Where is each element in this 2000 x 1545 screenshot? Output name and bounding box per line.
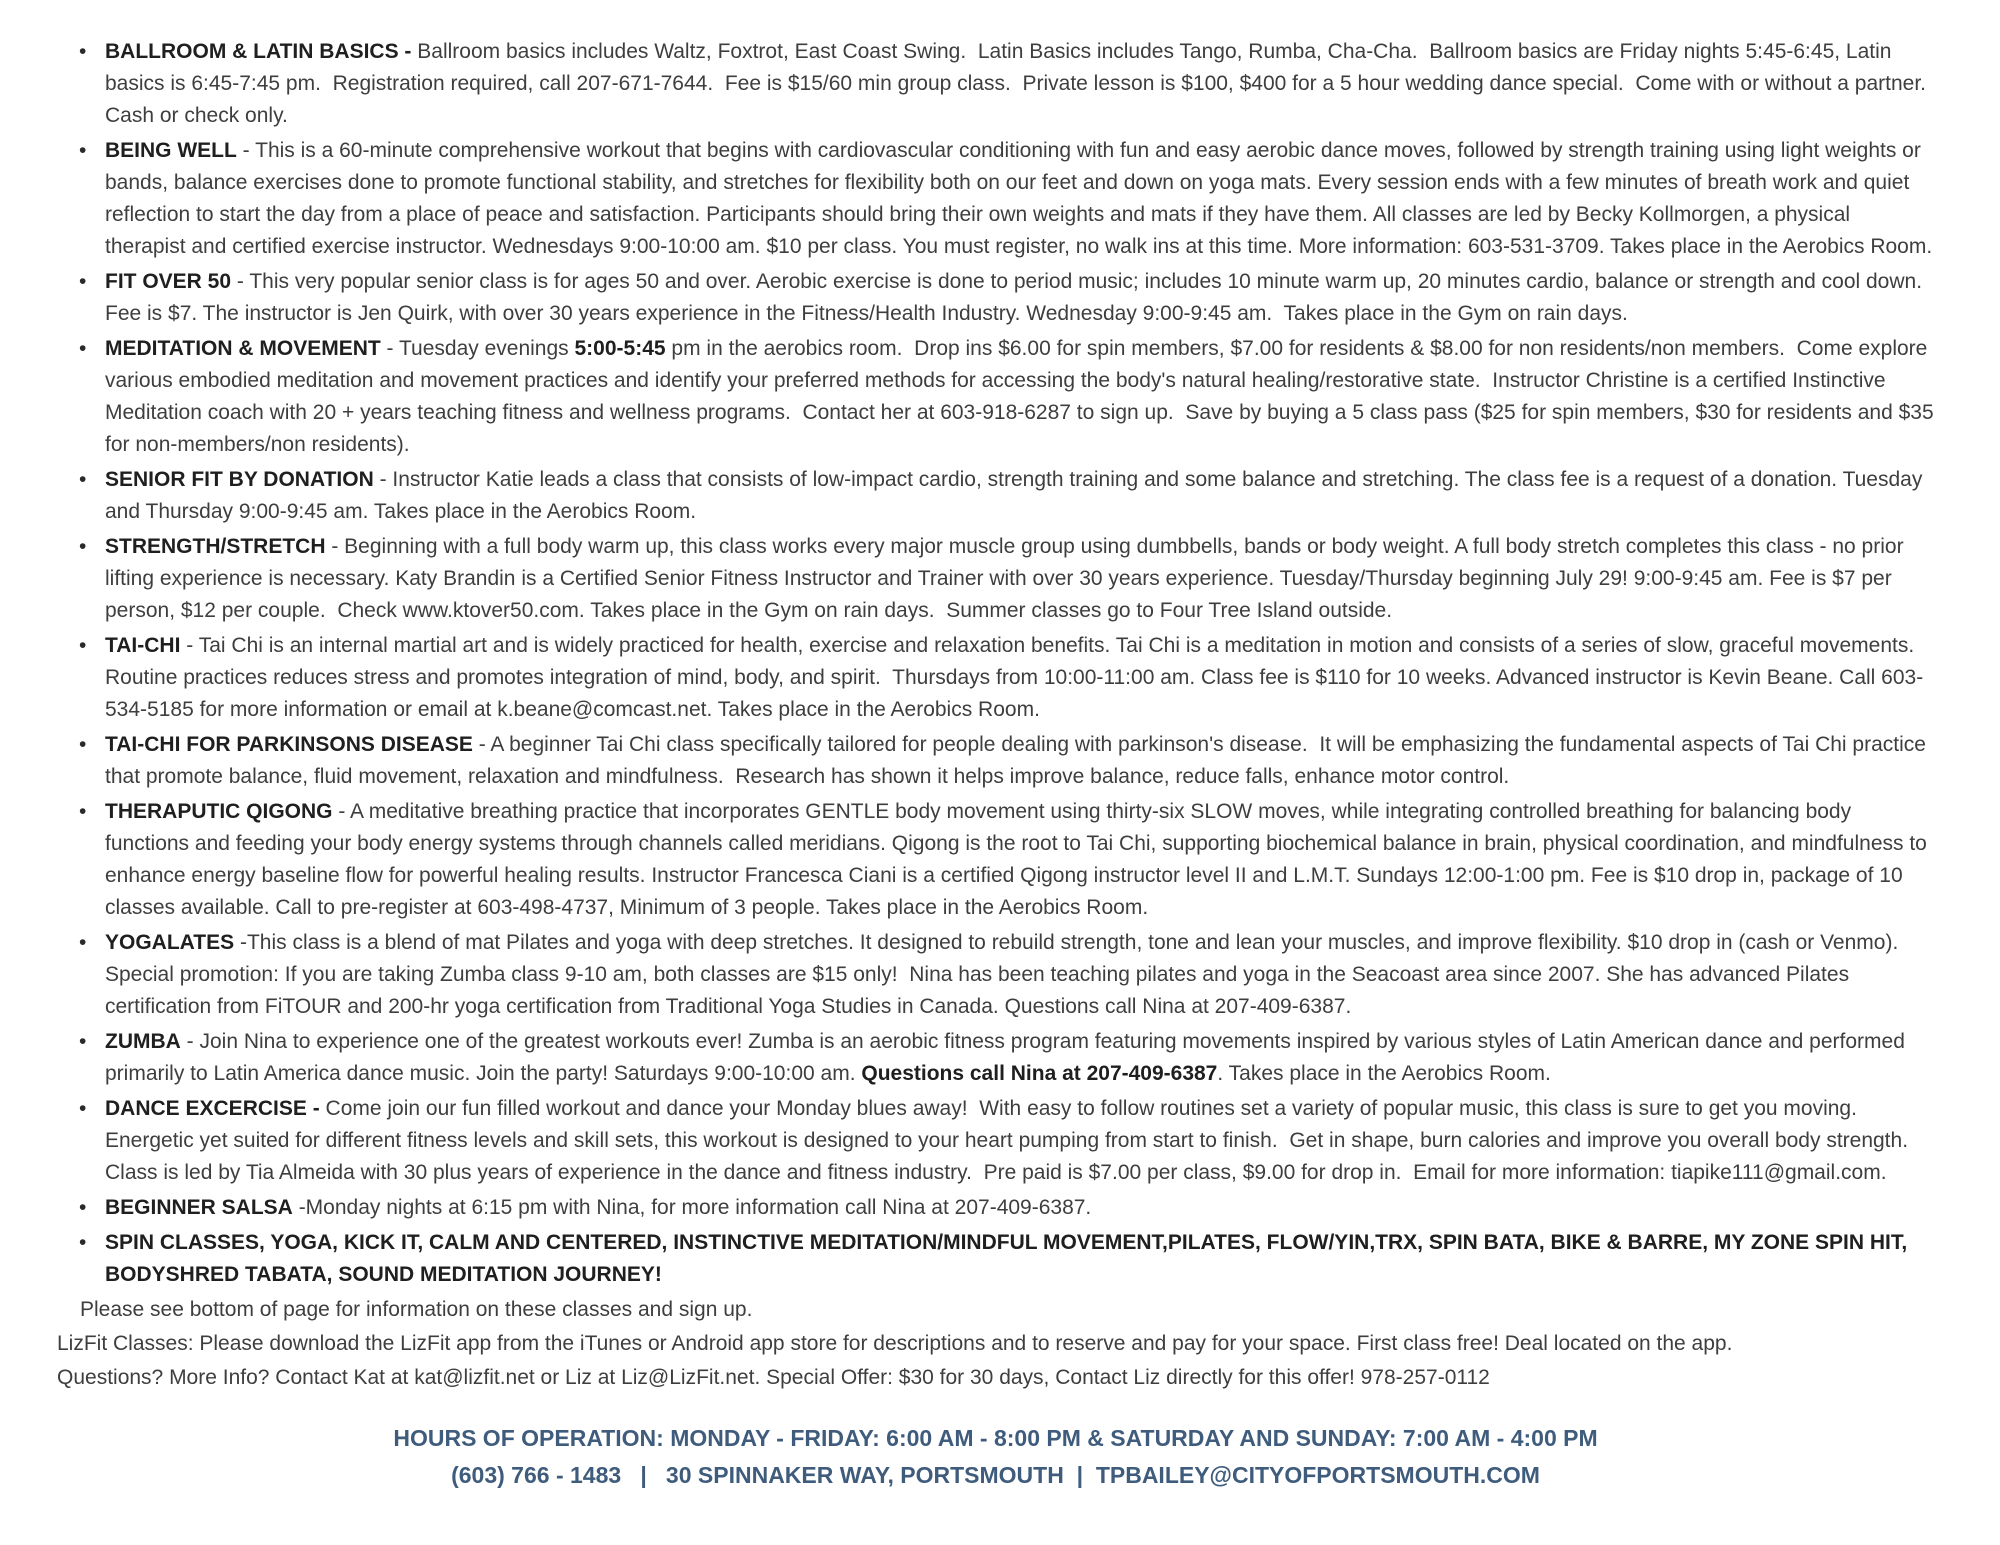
class-title: BALLROOM & LATIN BASICS -: [105, 40, 418, 63]
class-description: - Join Nina to experience one of the greatest workouts ever! Zumba is an aerobic fitness program featuring movements inspired by various styles of Latin American dance and performed primarily to Latin America dance music. Join the party! Saturdays 9:00-10:00 am.: [105, 1030, 1911, 1085]
see-bottom-note: Please see bottom of page for information on these classes and sign up.: [80, 1298, 753, 1321]
lizfit-contact-line: Questions? More Info? Contact Kat at kat@lizfit.net or Liz at Liz@LizFit.net. Special Offer: $30 for 30 days, Contact Liz directly for this offer! 978-257-0112: [57, 1366, 1490, 1389]
class-title: Questions call Nina at 207-409-6387: [861, 1062, 1218, 1085]
class-description: -This class is a blend of mat Pilates and yoga with deep stretches. It designed to rebuild strength, tone and lean your muscles, and improve flexibility. $10 drop in (cash or Venmo). Special promotion: If you are taking Zumba class 9-10 am, both classes are $15 only! Nina has been teaching pilates and yoga in the Seacoast area since 2007. She has advanced Pilates certification from FiTOUR and 200-hr yoga certification from Traditional Yoga Studies in Canada. Questions call Nina at 207-409-6387.: [105, 931, 1905, 1018]
class-list-item: [105, 36, 1938, 132]
class-list-item: [105, 1192, 1934, 1224]
class-list-item: [105, 266, 1934, 330]
class-list-item: [105, 729, 1934, 793]
class-description: - This very popular senior class is for ages 50 and over. Aerobic exercise is done to period music; includes 10 minute warm up, 20 minutes cardio, balance or strength and cool down. Fee is $7. The instructor is Jen Quirk, with over 30 years experience in the Fitness/Health Industry. Wednesday 9:00-9:45 am. Takes place in the Gym on rain days.: [105, 270, 1928, 325]
class-list-item: [105, 1227, 1934, 1291]
class-list-item: [105, 531, 1934, 627]
class-title: 5:00-5:45: [574, 337, 666, 360]
class-title: FIT OVER 50: [105, 270, 232, 293]
class-list-item: [105, 1093, 1934, 1189]
class-title: TAI-CHI FOR PARKINSONS DISEASE: [105, 733, 473, 756]
class-title: SENIOR FIT BY DONATION: [105, 468, 374, 491]
class-title: THERAPUTIC QIGONG: [105, 800, 333, 823]
class-list-item: [105, 1026, 1934, 1090]
hours-of-operation: HOURS OF OPERATION: MONDAY - FRIDAY: 6:00 AM - 8:00 PM & SATURDAY AND SUNDAY: 7:00 AM - 4:00 PM: [393, 1425, 1598, 1451]
footer-contact-line: (603) 766 - 1483 | 30 SPINNAKER WAY, PORTSMOUTH | TPBAILEY@CITYOFPORTSMOUTH.COM: [451, 1462, 1540, 1488]
footer: [57, 1420, 1934, 1494]
class-description: - Tuesday evenings: [380, 337, 575, 360]
class-title: SPIN CLASSES, YOGA, KICK IT, CALM AND CENTERED, INSTINCTIVE MEDITATION/MINDFUL MOVEMENT,PILATES, FLOW/YIN,TRX, SPIN BATA, BIKE & BARRE, MY ZONE SPIN HIT, BODYSHRED TABATA, SOUND MEDITATION JOURNEY!: [105, 1231, 1914, 1286]
class-list-item: [105, 464, 1934, 528]
class-title: DANCE EXCERCISE -: [105, 1097, 326, 1120]
class-title: YOGALATES: [105, 931, 235, 954]
class-title: MEDITATION & MOVEMENT: [105, 337, 381, 360]
class-title: STRENGTH/STRETCH: [105, 535, 326, 558]
class-description: Come join our fun filled workout and dance your Monday blues away! With easy to follow routines set a variety of popular music, this class is sure to get you moving. Energetic yet suited for different fitness levels and skill sets, this workout is designed to your heart pumping from start to finish. Get in shape, burn calories and improve you overall body strength. Class is led by Tia Almeida with 30 plus years of experience in the dance and fitness industry. Pre paid is $7.00 per class, $9.00 for drop in. Email for more information: tiapike111@gmail.com.: [105, 1097, 1920, 1184]
class-description: . Takes place in the Aerobics Room.: [1217, 1062, 1551, 1085]
class-description: - A meditative breathing practice that incorporates GENTLE body movement using thirty-six SLOW moves, while integrating controlled breathing for balancing body functions and feeding your body energy systems through channels called meridians. Qigong is the root to Tai Chi, supporting biochemical balance in brain, physical coordination, and mindfulness to enhance energy baseline flow for powerful healing results. Instructor Francesca Ciani is a certified Qigong instructor level II and L.M.T. Sundays 12:00-1:00 pm. Fee is $10 drop in, package of 10 classes available. Call to pre-register at 603-498-4737, Minimum of 3 people. Takes place in the Aerobics Room.: [105, 800, 1933, 919]
class-description: - Beginning with a full body warm up, this class works every major muscle group using dumbbells, bands or body weight. A full body stretch completes this class - no prior lifting experience is necessary. Katy Brandin is a Certified Senior Fitness Instructor and Trainer with over 30 years experience. Tuesday/Thursday beginning July 29! 9:00-9:45 am. Fee is $7 per person, $12 per couple. Check www.ktover50.com. Takes place in the Gym on rain days. Summer classes go to Four Tree Island outside.: [105, 535, 1910, 622]
class-description: - This is a 60-minute comprehensive workout that begins with cardiovascular conditioning with fun and easy aerobic dance moves, followed by strength training using light weights or bands, balance exercises done to promote functional stability, and stretches for flexibility both on our feet and down on yoga mats. Every session ends with a few minutes of breath work and quiet reflection to start the day from a place of peace and satisfaction. Participants should bring their own weights and mats if they have them. All classes are led by Becky Kollmorgen, a physical therapist and certified exercise instructor. Wednesdays 9:00-10:00 am. $10 per class. You must register, no walk ins at this time. More information: 603-531-3709. Takes place in the Aerobics Room.: [105, 139, 1933, 258]
class-list-item: [105, 333, 1940, 461]
lizfit-info-line: LizFit Classes: Please download the LizFit app from the iTunes or Android app store for descriptions and to reserve and pay for your space. First class free! Deal located on the app.: [57, 1332, 1733, 1355]
class-list-item: [105, 927, 1934, 1023]
class-list-item: [105, 135, 1934, 263]
class-title: BEGINNER SALSA: [105, 1196, 293, 1219]
class-list: [57, 36, 1940, 1291]
class-description: Ballroom basics includes Waltz, Foxtrot, East Coast Swing. Latin Basics includes Tango, Rumba, Cha-Cha. Ballroom basics are Friday nights 5:45-6:45, Latin basics is 6:45-7:45 pm. Registration required, call 207-671-7644. Fee is $15/60 min group class. Private lesson is $100, $400 for a 5 hour wedding dance special. Come with or without a partner. Cash or check only.: [105, 40, 1938, 127]
class-title: TAI-CHI: [105, 634, 181, 657]
class-description: pm in the aerobics room. Drop ins $6.00 for spin members, $7.00 for residents & $8.00 for non residents/non members. Come explore various embodied meditation and movement practices and identify your preferred methods for accessing the body's natural healing/restorative state. Instructor Christine is a certified Instinctive Meditation coach with 20 + years teaching fitness and wellness programs. Contact her at 603-918-6287 to sign up. Save by buying a 5 class pass ($25 for spin members, $30 for residents and $35 for non-members/non residents).: [105, 337, 1940, 456]
class-description: - Tai Chi is an internal martial art and is widely practiced for health, exercise and relaxation benefits. Tai Chi is a meditation in motion and consists of a series of slow, graceful movements. Routine practices reduces stress and promotes integration of mind, body, and spirit. Thursdays from 10:00-11:00 am. Class fee is $110 for 10 weeks. Advanced instructor is Kevin Beane. Call 603-534-5185 for more information or email at k.beane@comcast.net. Takes place in the Aerobics Room.: [105, 634, 1924, 721]
class-description: - A beginner Tai Chi class specifically tailored for people dealing with parkinson's disease. It will be emphasizing the fundamental aspects of Tai Chi practice that promote balance, fluid movement, relaxation and mindfulness. Research has shown it helps improve balance, reduce falls, enhance motor control.: [105, 733, 1932, 788]
class-description: -Monday nights at 6:15 pm with Nina, for more information call Nina at 207-409-6387.: [292, 1196, 1092, 1219]
class-description: - Instructor Katie leads a class that consists of low-impact cardio, strength training and some balance and stretching. The class fee is a request of a donation. Tuesday and Thursday 9:00-9:45 am. Takes place in the Aerobics Room.: [105, 468, 1929, 523]
class-list-item: [105, 630, 1934, 726]
class-title: BEING WELL: [105, 139, 237, 162]
class-title: ZUMBA: [105, 1030, 181, 1053]
class-list-item: [105, 796, 1934, 924]
